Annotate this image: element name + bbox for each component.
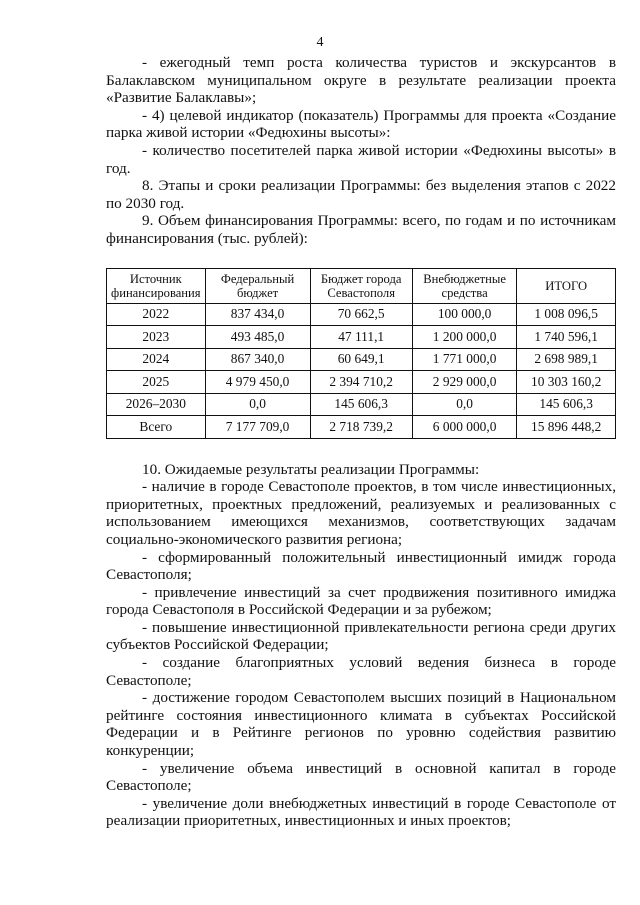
table-header-row (107, 268, 616, 303)
table-row (107, 348, 616, 371)
results-heading: 10. Ожидаемые результаты реализации Программы: (142, 460, 480, 478)
table-cell: 867 340,0 (205, 348, 310, 371)
table-cell: 1 200 000,0 (412, 326, 517, 349)
document-body (106, 54, 616, 830)
table-cell: 100 000,0 (412, 303, 517, 326)
table-cell: 15 896 448,2 (517, 416, 616, 439)
table-cell: 7 177 709,0 (205, 416, 310, 439)
table-cell: 145 606,3 (517, 393, 616, 416)
paragraph-visitors-count: - количество посетителей парка живой истории «Федюхины высоты» в год. (106, 141, 616, 177)
table-cell: 1 771 000,0 (412, 348, 517, 371)
result-item-business-conditions: - создание благоприятных условий ведения бизнеса в городе Севастополе; (106, 654, 616, 689)
table-cell: 493 485,0 (205, 326, 310, 349)
paragraph-financing-volume: 9. Объем финансирования Программы: всего, по годам и по источникам финансирования (тыс. рублей): (106, 212, 616, 247)
paragraph-tourism-growth: - ежегодный темп роста количества туристов и экскурсантов в Балаклавском муниципальном округе в результате реализации проекта «Развитие Балаклавы»; (106, 54, 616, 107)
table-cell: 4 979 450,0 (205, 371, 310, 394)
table-cell: 2 394 710,2 (310, 371, 412, 394)
table-row-total (107, 416, 616, 439)
result-item-investment-attraction: - привлечение инвестиций за счет продвижения позитивного имиджа города Севастополя в Российской Федерации и за рубежом; (106, 583, 616, 619)
table-cell: 10 303 160,2 (517, 371, 616, 394)
table-row (107, 303, 616, 326)
table-row (107, 371, 616, 394)
table-cell: 70 662,5 (310, 303, 412, 326)
financing-table (106, 268, 616, 439)
paragraph-indicator-4: - 4) целевой индикатор (показатель) Программы для проекта «Создание парка живой истории «Федюхины высоты»: (106, 106, 616, 142)
table-row (107, 393, 616, 416)
table-cell: 60 649,1 (310, 348, 412, 371)
paragraph-stages-terms: 8. Этапы и сроки реализации Программы: без выделения этапов с 2022 по 2030 год. (106, 177, 616, 212)
column-header-federal: Федеральный бюджет (205, 268, 310, 303)
page-number: 4 (316, 35, 324, 50)
table-cell: 145 606,3 (310, 393, 412, 416)
result-item-extrabudgetary-share: - увеличение доли внебюджетных инвестиций в городе Севастополе от реализации приоритетных, инвестиционных и иных проектов; (106, 794, 616, 830)
result-item-fixed-capital: - увеличение объема инвестиций в основной капитал в городе Севастополе; (106, 759, 616, 795)
table-cell: 6 000 000,0 (412, 416, 517, 439)
table-cell: 1 008 096,5 (517, 303, 616, 326)
column-header-source: Источник финансирования (107, 268, 206, 303)
table-cell-year: 2026–2030 (107, 393, 206, 416)
result-item-image: - сформированный положительный инвестиционный имидж города Севастополя; (106, 548, 616, 584)
table-cell: 2 929 000,0 (412, 371, 517, 394)
table-cell-year: 2025 (107, 371, 206, 394)
table-cell: 47 111,1 (310, 326, 412, 349)
result-item-ratings: - достижение городом Севастополем высших позиций в Национальном рейтинге состояния инвестиционного климата в субъектах Российской Федерации и в Рейтинге регионов по уровню содействия развитию конкуренции; (106, 689, 616, 760)
result-item-projects: - наличие в городе Севастополе проектов, в том числе инвестиционных, приоритетных, проектных предложений, реализуемых и реализованных с использованием имеющихся механизмов, соответствующих задачам социально-экономического развития региона; (106, 478, 616, 548)
table-cell-year: 2022 (107, 303, 206, 326)
column-header-total: ИТОГО (517, 268, 616, 303)
table-cell: 837 434,0 (205, 303, 310, 326)
table-cell-year: 2024 (107, 348, 206, 371)
column-header-extrabudgetary: Внебюджетные средства (412, 268, 517, 303)
table-cell-year: Всего (107, 416, 206, 439)
table-cell: 2 718 739,2 (310, 416, 412, 439)
result-item-attractiveness: - повышение инвестиционной привлекательности региона среди других субъектов Российской Федерации; (106, 618, 616, 654)
table-cell: 0,0 (412, 393, 517, 416)
table-cell: 0,0 (205, 393, 310, 416)
table-cell: 1 740 596,1 (517, 326, 616, 349)
column-header-city-budget: Бюджет города Севастополя (310, 268, 412, 303)
table-cell: 2 698 989,1 (517, 348, 616, 371)
table-row (107, 326, 616, 349)
table-cell-year: 2023 (107, 326, 206, 349)
